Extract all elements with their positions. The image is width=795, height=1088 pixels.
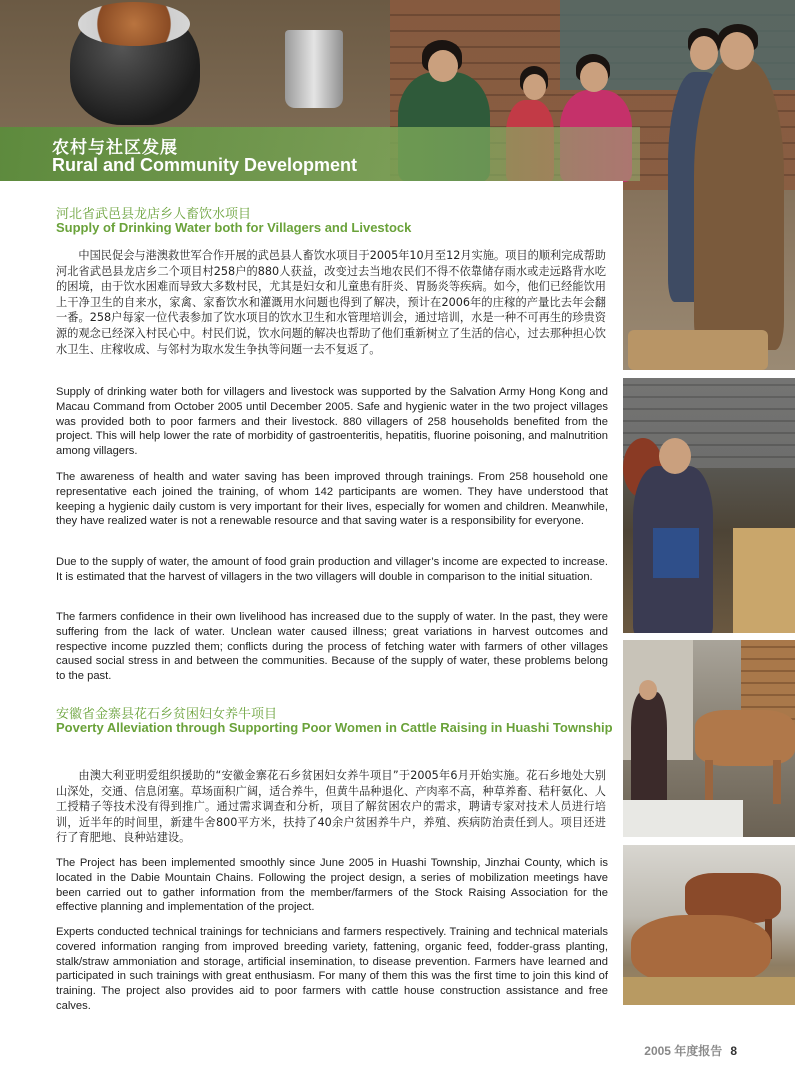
banner-title-en: Rural and Community Development (52, 155, 358, 175)
section1-title-en: Supply of Drinking Water both for Villagers and Livestock (56, 220, 412, 235)
wheelbarrow (628, 330, 768, 370)
section1-body-en-3: Due to the supply of water, the amount of food grain production and villager’s income are expected to increase. It is estimated that the harvest of villagers in the two villagers will double in comparison to the initial situation. (56, 556, 608, 583)
villager-man-2 (694, 60, 784, 350)
photo-calves-in-shed (623, 845, 795, 1005)
section2-body-en-1: The Project has been implemented smoothly since June 2005 in Huashi Township, Jinzhai County, which is located in the Dabie Mountain Chains. Following the project design, a series of mobilization meetings have been carried out to gather information from the member/farmers of the Stock Raising Association for the effective planning and implementation of the project. (56, 857, 608, 914)
section2-title-cn: 安徽省金寨县花石乡贫困妇女养牛项目 (56, 706, 278, 721)
section2-title-en: Poverty Alleviation through Supporting Poor Women in Cattle Raising in Huashi Township (56, 720, 613, 735)
metal-bucket (285, 30, 343, 108)
cow (695, 710, 795, 766)
section1-body-en-4: The farmers confidence in their own livelihood has increased due to the supply of water. In the past, they were suffering from the lack of water. Unclean water caused illness; great variations in harvest outcomes and respective income puzzled them; conflicts during the process of fetching water with farmers of other villages caused social stress in and between the communities. Because of the supply of water, these problems belong to the past. (56, 611, 608, 683)
page-footer (644, 1042, 737, 1059)
section1-title-cn: 河北省武邑县龙店乡人畜饮水项目 (56, 206, 252, 221)
section2-body-en-2: Experts conducted technical trainings for technicians and farmers respectively. Training and technical materials covered information ranging from improved breeding variety, fattening, organic feed, fodder-grass planting, stalk/straw ammoniation and storage, artificial insemination, to disease prevention. Farmers have learned and participated in such trainings with great enthusiasm. For many of them this was the first time to join this kind of training. The project also provides aid to poor farmers with cattle house construction assistance and free calves. (56, 926, 608, 1012)
photo-woman-with-water (623, 378, 795, 633)
section1-body-cn: 中国民促会与港澳救世军合作开展的武邑县人畜饮水项目于2005年10月至12月实施。项目的顺利完成帮助河北省武邑县龙店乡二个项目村258户的880人获益，改变过去当地农民们不得不依靠储存雨水或走远路背水吃的困境，由于饮水困难而导致大多数村民，尤其是妇女和儿童患有肝炎、胃肠炎等疾病。如今，他们已经能饮用上干净卫生的自来水，家禽、家畜饮水和灌溉用水问题也得到了解决，预计在2006年的庄稼的产量比去年会翻一番。258户每家一位代表参加了饮水项目的饮水卫生和水管理培训会，通过培训，水是一种不可再生的珍贵资源的观念已经深入村民心中。村民们说，饮水问题的解决也帮助了他们重新树立了生活的信心，过去那种担心饮水卫生、庄稼收成、与邻村为取水发生争执等问题一去不复返了。 (56, 249, 606, 356)
section2-body-cn: 由澳大利亚明爱组织援助的“安徽金寨花石乡贫困妇女养牛项目”于2005年6月开始实施。花石乡地处大别山深处，交通、信息闭塞。草场面积广阔，适合养牛，但黄牛品种退化、产肉率不高，种草养畜、秸秆氨化、人工授精子等技术没有得到推广。通过需求调查和分析，项目了解贫困农户的需求，聘请专家对技术人员进行培训，近半年的时间里，新建牛舍800平方米，扶持了40余户贫困养牛户，养殖、疾病防治责任到人。项目还进行了育肥地、良种站建设。 (56, 769, 606, 845)
banner-title-cn: 农村与社区发展 (52, 138, 178, 157)
section1-body-en-2: The awareness of health and water saving has been improved through trainings. From 258 household one representative each joined the training, of whom 142 participants are women. They have understood that keeping a hygienic daily custom is very important for their lives, especially for women and children. Meanwhile, they have realized water is not a renewable resource and that saving water is a responsibility for everyone. (56, 471, 608, 528)
page-number: 8 (730, 1044, 737, 1058)
photo-woman-with-cattle (623, 640, 795, 837)
section1-body-en-1: Supply of drinking water both for villagers and livestock was supported by the Salvation Army Hong Kong and Macau Command from October 2005 until December 2005. Safe and hygienic water in the two project villages was provided both to poor farmers and their livestock. 880 villagers of 258 households benefited from the project. This will help lower the rate of morbidity of gastroenteritis, hepatitis, fluorine poisoning, and malnutrition among villagers. (56, 386, 608, 458)
report-label: 2005 年度报告 (644, 1044, 723, 1058)
jar-lid (78, 2, 190, 46)
section-banner (0, 127, 640, 181)
calf-lying (631, 915, 771, 985)
woman-figure (631, 692, 667, 812)
